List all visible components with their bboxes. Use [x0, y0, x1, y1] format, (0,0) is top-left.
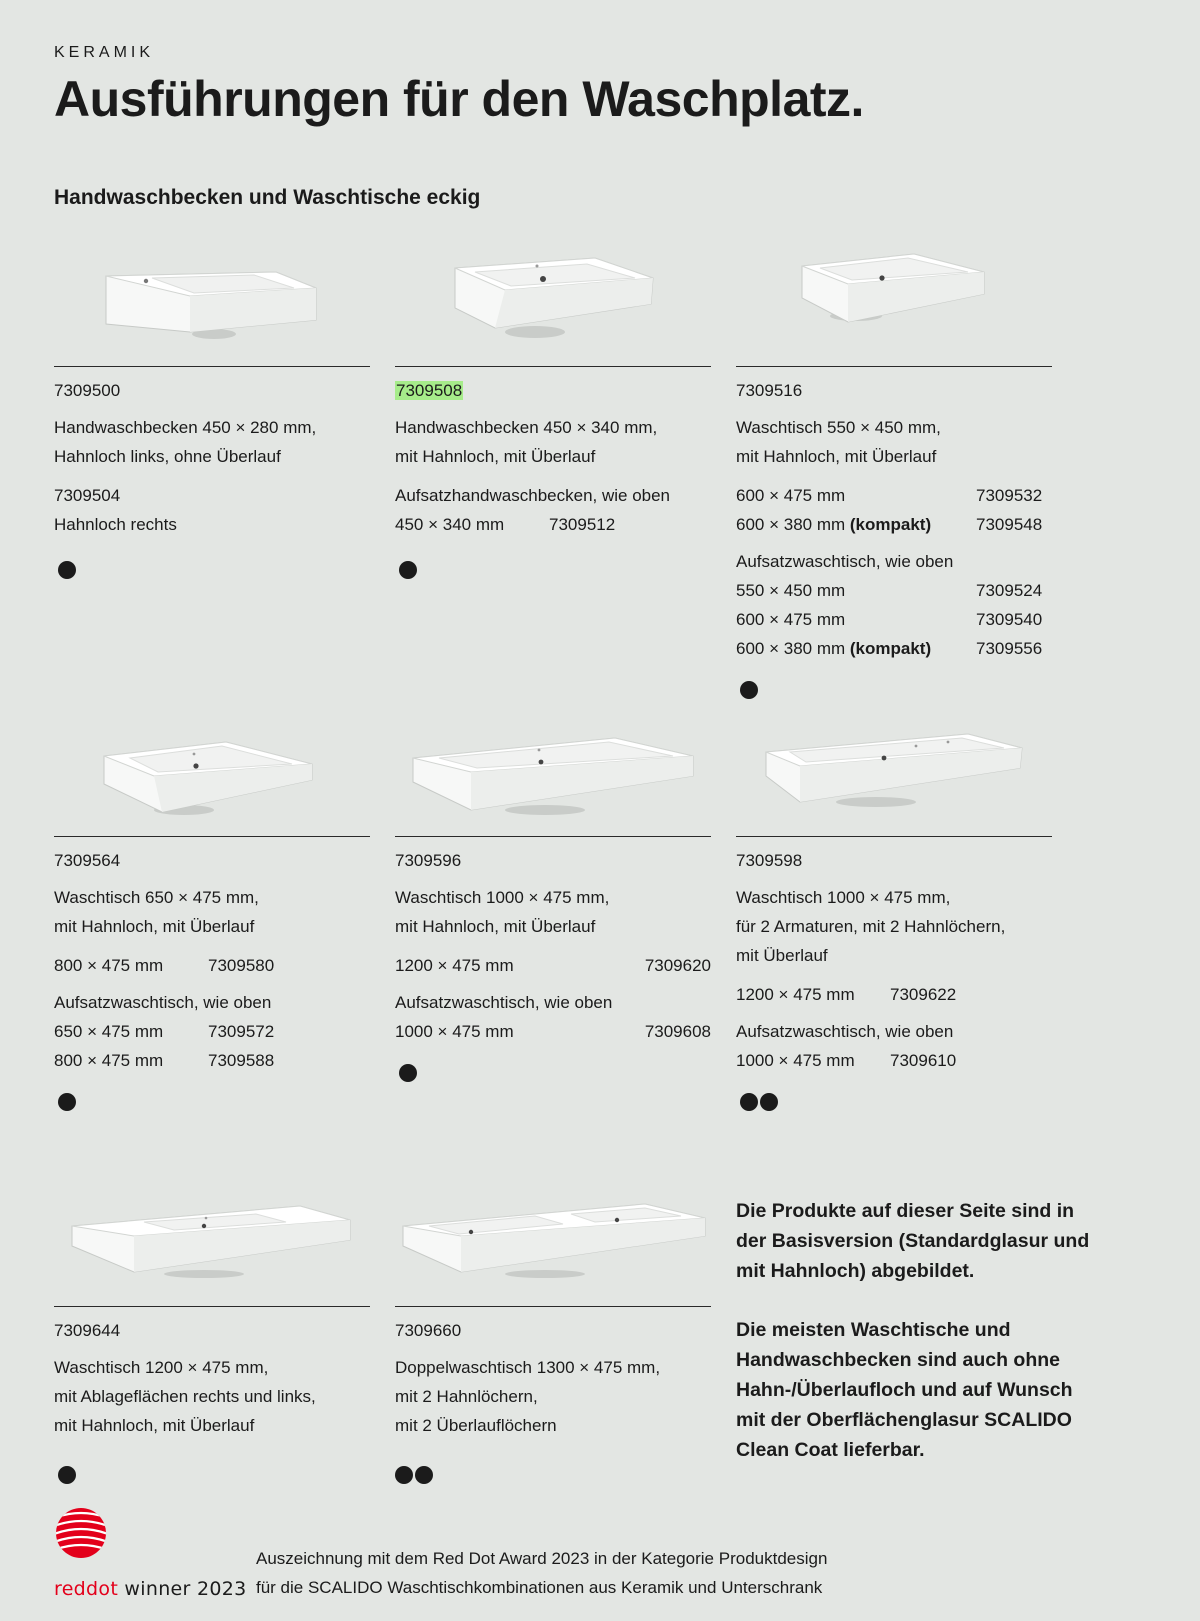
- variant-title: Aufsatzhandwaschbecken, wie oben: [395, 486, 671, 505]
- variant-row: [395, 1017, 711, 1046]
- product-card-7309596: [395, 706, 711, 1082]
- product-desc-line: mit Hahnloch, mit Überlauf: [54, 917, 255, 936]
- basin-image: [54, 1176, 370, 1306]
- product-card-7309508: [395, 236, 711, 579]
- page-title: Ausführungen für den Waschplatz.: [54, 71, 864, 127]
- availability-dot: [58, 1466, 76, 1484]
- variant-size: 1200 × 475 mm: [395, 956, 514, 975]
- product-desc-line: mit Hahnloch, mit Überlauf: [736, 447, 937, 466]
- availability-dots: [54, 1093, 370, 1111]
- variant-size: 600 × 380 mm (kompakt): [736, 639, 932, 658]
- product-code: 7309598: [736, 851, 803, 870]
- variant-code: 7309556: [976, 639, 1043, 658]
- reddot-logo-icon: [54, 1506, 108, 1565]
- product-code: 7309500: [54, 381, 121, 400]
- reddot-winner-label: reddot winner 2023: [54, 1578, 247, 1600]
- product-desc-line: mit Ablageflächen rechts und links,: [54, 1387, 316, 1406]
- product-desc-line: Waschtisch 1000 × 475 mm,: [395, 888, 610, 907]
- variant-row: [395, 510, 711, 539]
- basin-image: [736, 706, 1052, 836]
- variant-code: 7309620: [644, 956, 711, 975]
- section-subtitle: Handwaschbecken und Waschtische eckig: [54, 186, 481, 209]
- variant-row: [736, 980, 1052, 1009]
- product-desc-line: Doppelwaschtisch 1300 × 475 mm,: [395, 1358, 661, 1377]
- availability-dot: [395, 1466, 413, 1484]
- variant-size: 1000 × 475 mm: [736, 1051, 855, 1070]
- availability-dots: [395, 1466, 711, 1484]
- availability-dot: [760, 1093, 778, 1111]
- variant-code: 7309622: [890, 985, 957, 1004]
- product-desc-line: Waschtisch 650 × 475 mm,: [54, 888, 259, 907]
- highlighted-code: 7309508: [396, 381, 463, 400]
- award-line: Auszeichnung mit dem Red Dot Award 2023 in der Kategorie Produktdesign: [256, 1549, 828, 1568]
- product-desc-line: Hahnloch links, ohne Überlauf: [54, 447, 281, 466]
- basin-image: [395, 236, 711, 366]
- variant-size: 1000 × 475 mm: [395, 1022, 514, 1041]
- availability-dot: [58, 561, 76, 579]
- product-card-7309516: [736, 236, 1052, 699]
- availability-dot: [415, 1466, 433, 1484]
- availability-dot: [58, 1093, 76, 1111]
- variant-code: 7309580: [208, 956, 275, 975]
- variant-size: 450 × 340 mm: [395, 515, 505, 534]
- variant-desc: Hahnloch rechts: [54, 515, 177, 534]
- variant-code: 7309608: [644, 1022, 711, 1041]
- product-code: [395, 379, 711, 403]
- variant-row: [54, 1046, 370, 1075]
- product-card-7309660: [395, 1176, 711, 1484]
- variant-code: 7309572: [208, 1022, 275, 1041]
- product-code: 7309564: [54, 851, 121, 870]
- product-code: 7309660: [395, 1321, 462, 1340]
- variant-code: 7309548: [976, 515, 1043, 534]
- variant-row: [54, 951, 370, 980]
- availability-dot: [740, 1093, 758, 1111]
- availability-dot: [740, 681, 758, 699]
- availability-dots: [395, 561, 711, 579]
- variant-size: 800 × 475 mm: [54, 1051, 164, 1070]
- product-desc-line: mit Hahnloch, mit Überlauf: [395, 917, 596, 936]
- product-code: 7309516: [736, 381, 803, 400]
- variant-size: 800 × 475 mm: [54, 956, 164, 975]
- product-desc-line: mit Überlauf: [736, 946, 828, 965]
- variant-title: Aufsatzwaschtisch, wie oben: [395, 993, 613, 1012]
- product-desc-line: mit 2 Hahnlöchern,: [395, 1387, 538, 1406]
- variant-row: [736, 576, 1052, 605]
- variant-row: [736, 510, 1052, 539]
- variant-title: Aufsatzwaschtisch, wie oben: [54, 993, 272, 1012]
- availability-dots: [736, 681, 1052, 699]
- variant-code: 7309588: [208, 1051, 275, 1070]
- variant-size: 600 × 380 mm (kompakt): [736, 515, 932, 534]
- availability-dots: [54, 1466, 370, 1484]
- note-paragraph: Die meisten Waschtische und Handwaschbecken sind auch ohne Hahn-/Überlaufloch und auf Wunsch mit der Oberflächenglasur SCALIDO Clean Coat lieferbar.: [736, 1319, 1073, 1461]
- variant-code: 7309532: [976, 486, 1043, 505]
- basin-image: [736, 236, 1052, 366]
- product-desc-line: für 2 Armaturen, mit 2 Hahnlöchern,: [736, 917, 1006, 936]
- variant-row: [736, 605, 1052, 634]
- variant-row: [395, 951, 711, 980]
- availability-dot: [399, 561, 417, 579]
- variant-code: 7309524: [976, 581, 1043, 600]
- product-code: 7309596: [395, 851, 462, 870]
- variant-row: [54, 1017, 370, 1046]
- basin-image: [395, 706, 711, 836]
- availability-dots: [54, 561, 370, 579]
- product-desc-line: mit Hahnloch, mit Überlauf: [395, 447, 596, 466]
- variant-size: 600 × 475 mm: [736, 610, 846, 629]
- award-text: [256, 1544, 827, 1602]
- variant-code: 7309610: [890, 1051, 957, 1070]
- variant-size: 600 × 475 mm: [736, 486, 846, 505]
- section-eyebrow: KERAMIK: [54, 44, 155, 61]
- variant-title: Aufsatzwaschtisch, wie oben: [736, 1022, 954, 1041]
- product-desc-line: Waschtisch 1000 × 475 mm,: [736, 888, 951, 907]
- variant-code: 7309504: [54, 486, 121, 505]
- variant-code: 7309540: [976, 610, 1043, 629]
- product-card-7309598: [736, 706, 1052, 1111]
- basin-image: [395, 1176, 711, 1306]
- variant-row: [736, 1046, 1052, 1075]
- basin-image: [54, 706, 370, 836]
- product-desc-line: Handwaschbecken 450 × 340 mm,: [395, 418, 658, 437]
- variant-row: [736, 481, 1052, 510]
- variant-code: 7309512: [549, 515, 616, 534]
- availability-dots: [736, 1093, 1052, 1111]
- product-desc-line: mit Hahnloch, mit Überlauf: [54, 1416, 255, 1435]
- product-desc-line: mit 2 Überlauflöchern: [395, 1416, 557, 1435]
- product-code: 7309644: [54, 1321, 121, 1340]
- product-desc-line: Waschtisch 1200 × 475 mm,: [54, 1358, 269, 1377]
- variant-size: 650 × 475 mm: [54, 1022, 164, 1041]
- product-desc-line: Handwaschbecken 450 × 280 mm,: [54, 418, 317, 437]
- variant-size: 550 × 450 mm: [736, 581, 846, 600]
- availability-dot: [399, 1064, 417, 1082]
- basin-image: [54, 236, 370, 366]
- product-card-7309564: [54, 706, 370, 1111]
- variant-row: [736, 634, 1052, 663]
- availability-dots: [395, 1064, 711, 1082]
- note-paragraph: Die Produkte auf dieser Seite sind in der Basisversion (Standardglasur und mit Hahnloch) abgebildet.: [736, 1200, 1090, 1282]
- product-card-7309500: [54, 236, 370, 579]
- award-line: für die SCALIDO Waschtischkombinationen aus Keramik und Unterschrank: [256, 1578, 823, 1597]
- variant-size: 1200 × 475 mm: [736, 985, 855, 1004]
- product-desc-line: Waschtisch 550 × 450 mm,: [736, 418, 941, 437]
- info-note: [736, 1196, 1096, 1494]
- variant-title: Aufsatzwaschtisch, wie oben: [736, 552, 954, 571]
- product-card-7309644: [54, 1176, 370, 1484]
